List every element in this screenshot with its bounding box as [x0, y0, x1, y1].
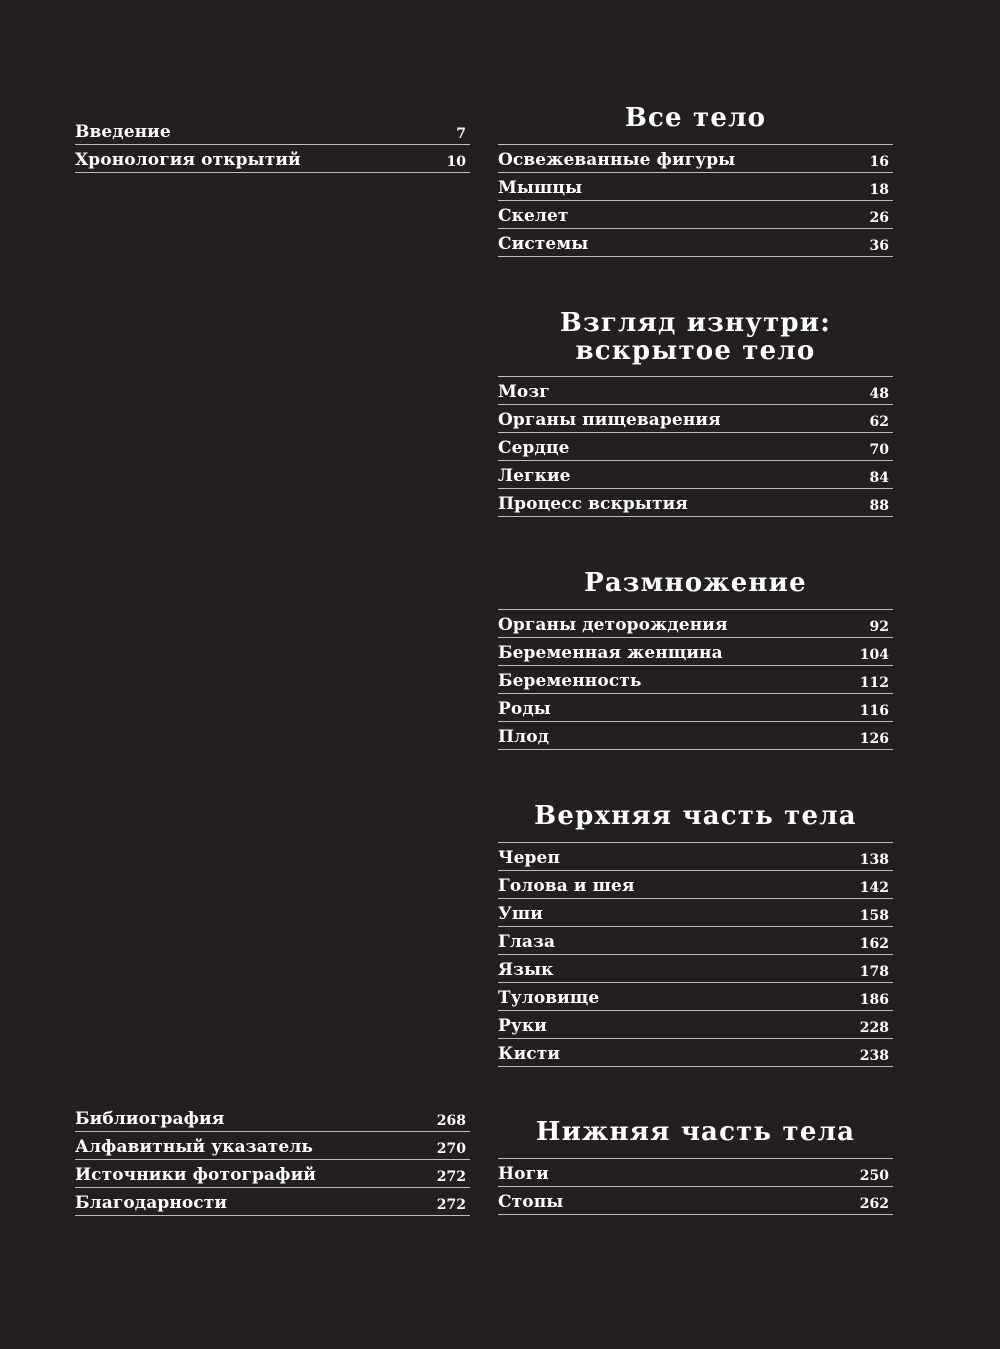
- toc-entry-label: Беременность: [498, 671, 642, 691]
- toc-entry[interactable]: [498, 638, 893, 666]
- toc-entry[interactable]: [498, 145, 893, 173]
- toc-entry[interactable]: [498, 405, 893, 433]
- toc-entry[interactable]: [498, 899, 893, 927]
- toc-entry-page: 70: [869, 442, 889, 458]
- section-heading-line: Верхняя часть тела: [534, 801, 857, 831]
- toc-entry-page: 62: [869, 414, 889, 430]
- toc-entry-label: Освежеванные фигуры: [498, 150, 736, 170]
- toc-entry-page: 18: [869, 182, 889, 198]
- toc-entry[interactable]: [498, 433, 893, 461]
- toc-entry-page: 92: [869, 619, 889, 635]
- toc-entry-page: 7: [456, 126, 466, 142]
- toc-entry-page: 250: [859, 1168, 889, 1184]
- section-heading: [498, 569, 893, 610]
- toc-entry-page: 178: [859, 964, 889, 980]
- toc-entry-label: Процесс вскрытия: [498, 494, 688, 514]
- toc-entry-label: Глаза: [498, 932, 556, 952]
- section-heading-line: Размножение: [584, 568, 807, 598]
- toc-entry-page: 272: [436, 1169, 466, 1185]
- back-matter-list: [75, 1104, 470, 1216]
- toc-entry-label: Введение: [75, 122, 171, 142]
- section-heading: [498, 104, 893, 145]
- toc-entry-page: 104: [859, 647, 889, 663]
- toc-entry-label: Источники фотографий: [75, 1165, 316, 1185]
- toc-entry-page: 268: [436, 1113, 466, 1129]
- toc-entry-label: Плод: [498, 727, 550, 747]
- toc-entry[interactable]: [498, 955, 893, 983]
- toc-entry-page: 48: [869, 386, 889, 402]
- toc-entry-page: 142: [859, 880, 889, 896]
- toc-entry[interactable]: [498, 201, 893, 229]
- front-matter-list: [75, 117, 470, 173]
- toc-entry[interactable]: [75, 145, 470, 173]
- toc-entry[interactable]: [498, 871, 893, 899]
- toc-entry[interactable]: [498, 1011, 893, 1039]
- toc-entry[interactable]: [498, 489, 893, 517]
- toc-entry[interactable]: [498, 1159, 893, 1187]
- section-heading: [498, 802, 893, 843]
- toc-entry-label: Стопы: [498, 1192, 564, 1212]
- toc-entry-label: Руки: [498, 1016, 547, 1036]
- toc-entry-page: 88: [869, 498, 889, 514]
- toc-entry-label: Кисти: [498, 1044, 561, 1064]
- toc-entry-label: Ноги: [498, 1164, 549, 1184]
- section-heading: [498, 1118, 893, 1159]
- toc-entry-label: Беременная женщина: [498, 643, 723, 663]
- toc-entry-page: 262: [859, 1196, 889, 1212]
- toc-entry-label: Уши: [498, 904, 543, 924]
- toc-entry-label: Системы: [498, 234, 589, 254]
- toc-entry-page: 238: [859, 1048, 889, 1064]
- toc-entry[interactable]: [75, 1188, 470, 1216]
- toc-entry-label: Язык: [498, 960, 554, 980]
- toc-entry-label: Библиография: [75, 1109, 225, 1129]
- toc-entry-label: Алфавитный указатель: [75, 1137, 314, 1157]
- toc-entry[interactable]: [498, 229, 893, 257]
- toc-entry[interactable]: [498, 694, 893, 722]
- toc-entry-label: Сердце: [498, 438, 570, 458]
- toc-entry-page: 272: [436, 1197, 466, 1213]
- section-reproduction: [498, 569, 893, 750]
- toc-entry-label: Мозг: [498, 382, 550, 402]
- section-heading: [498, 309, 893, 377]
- toc-entry[interactable]: [498, 610, 893, 638]
- section-heading-line: Все тело: [624, 103, 767, 133]
- toc-entry-label: Скелет: [498, 206, 569, 226]
- toc-entry[interactable]: [75, 1132, 470, 1160]
- toc-entry-label: Хронология открытий: [75, 150, 301, 170]
- section-heading-line: вскрытое тело: [575, 336, 816, 366]
- section-lower-body: [498, 1118, 893, 1215]
- toc-entry-page: 16: [869, 154, 889, 170]
- toc-entry-label: Органы деторождения: [498, 615, 728, 635]
- toc-entry-page: 36: [869, 238, 889, 254]
- toc-entry-page: 10: [446, 154, 466, 170]
- toc-entry-page: 162: [859, 936, 889, 952]
- toc-entry-label: Голова и шея: [498, 876, 635, 896]
- toc-entry[interactable]: [498, 666, 893, 694]
- toc-entry[interactable]: [75, 1104, 470, 1132]
- section-heading-line: Нижняя часть тела: [535, 1117, 856, 1147]
- toc-entry-page: 228: [859, 1020, 889, 1036]
- section-inside-view: [498, 309, 893, 517]
- toc-entry-label: Роды: [498, 699, 551, 719]
- section-upper-body: [498, 802, 893, 1067]
- section-heading-line: Взгляд изнутри:: [559, 308, 832, 338]
- toc-entry-page: 158: [859, 908, 889, 924]
- toc-entry-page: 186: [859, 992, 889, 1008]
- toc-entry-page: 126: [859, 731, 889, 747]
- toc-entry-page: 26: [869, 210, 889, 226]
- toc-entry-page: 112: [859, 675, 889, 691]
- toc-entry-label: Органы пищеварения: [498, 410, 721, 430]
- section-whole-body: [498, 104, 893, 257]
- toc-entry-label: Легкие: [498, 466, 571, 486]
- toc-entry[interactable]: [498, 377, 893, 405]
- toc-entry[interactable]: [498, 1187, 893, 1215]
- toc-entry-label: Череп: [498, 848, 560, 868]
- toc-entry[interactable]: [498, 983, 893, 1011]
- toc-entry[interactable]: [75, 117, 470, 145]
- toc-entry[interactable]: [498, 461, 893, 489]
- toc-entry[interactable]: [498, 927, 893, 955]
- toc-entry[interactable]: [75, 1160, 470, 1188]
- toc-entry[interactable]: [498, 1039, 893, 1067]
- toc-entry-label: Туловище: [498, 988, 600, 1008]
- toc-entry-page: 270: [436, 1141, 466, 1157]
- toc-entry-page: 116: [859, 703, 889, 719]
- toc-entry[interactable]: [498, 843, 893, 871]
- toc-entry-label: Благодарности: [75, 1193, 228, 1213]
- toc-entry-page: 138: [859, 852, 889, 868]
- toc-entry[interactable]: [498, 722, 893, 750]
- toc-entry[interactable]: [498, 173, 893, 201]
- toc-entry-label: Мышцы: [498, 178, 583, 198]
- toc-entry-page: 84: [869, 470, 889, 486]
